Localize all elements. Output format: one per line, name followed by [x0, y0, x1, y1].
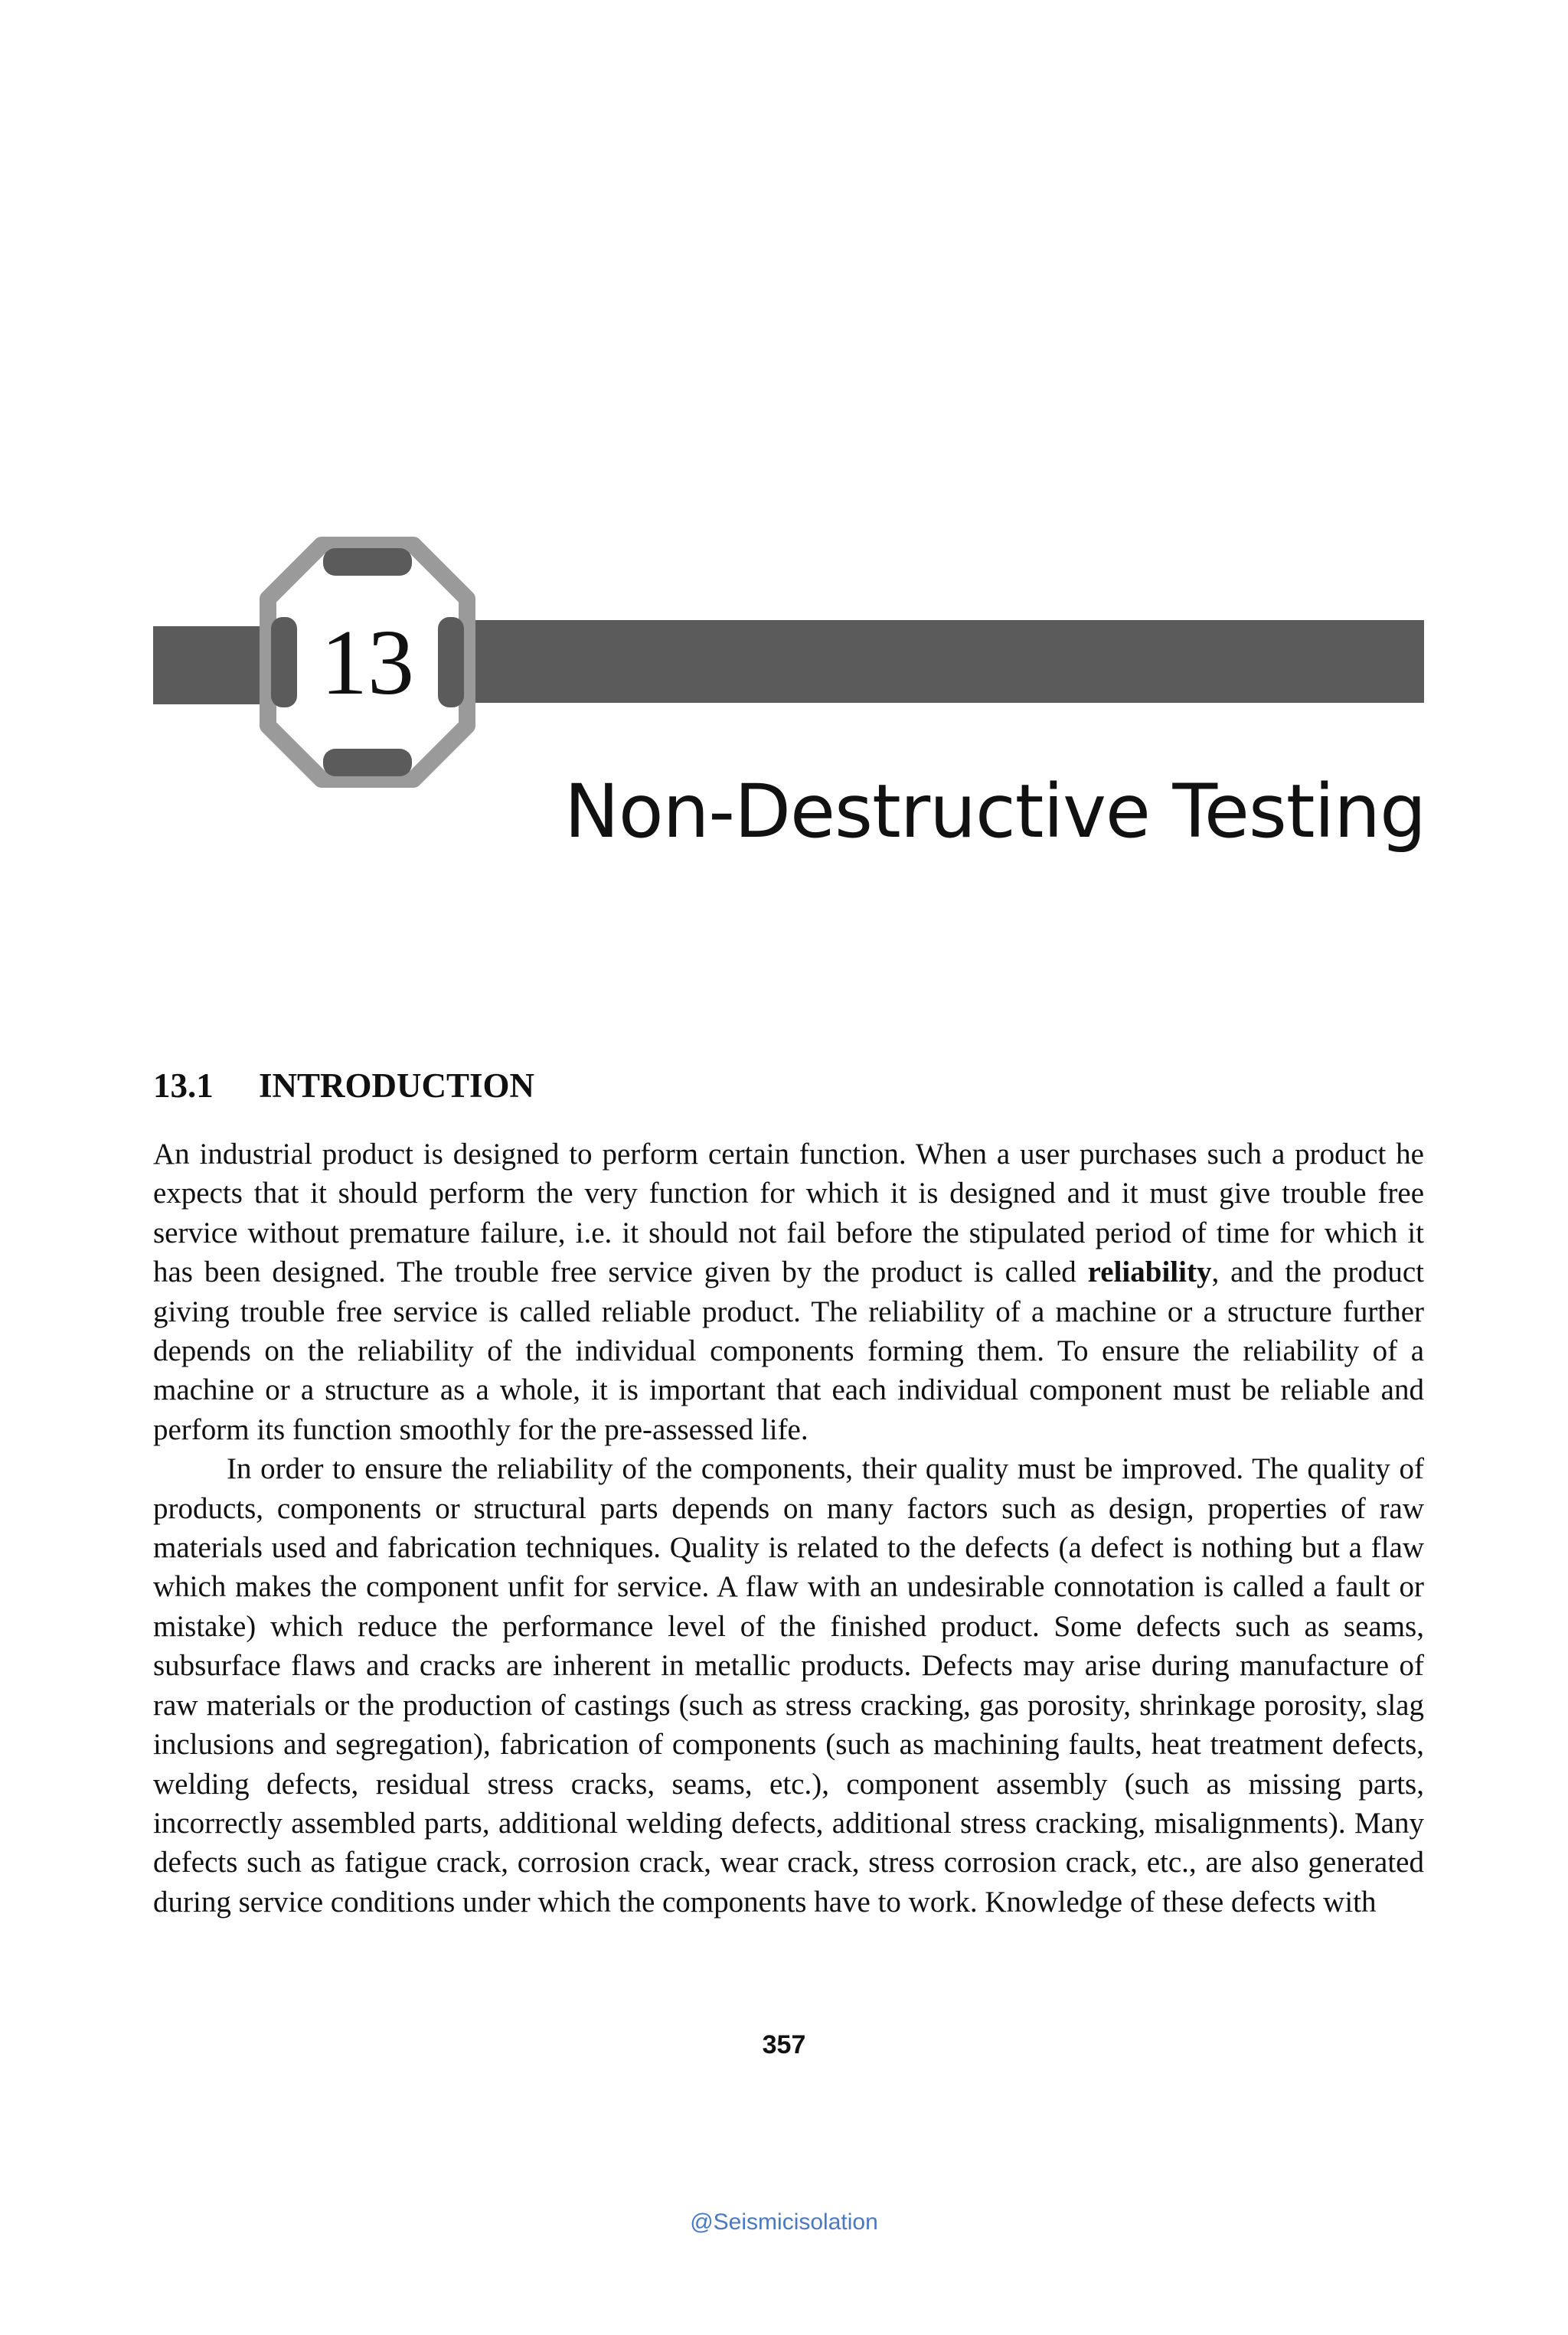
chapter-title: Non-Destructive Testing	[564, 769, 1426, 854]
badge-segment-right	[438, 617, 464, 707]
badge-segment-top	[323, 548, 412, 576]
paragraph-1	[153, 1135, 1424, 1449]
chapter-banner-graphic	[0, 0, 1568, 857]
chapter-number: 13	[321, 611, 414, 714]
reliability-term: reliability	[1087, 1256, 1212, 1289]
chapter-banner	[0, 0, 1568, 857]
paragraph-1-text-a: An industrial product is designed to perform certain function. When a user purchases such a product he expects that it should perform the very function for which it is designed and it must give trouble free service without premature failure, i.e. it should not fail before the stipulated period of time for which it has been designed. The trouble free service given by the product is called	[153, 1138, 1424, 1289]
paragraph-2: In order to ensure the reliability of the components, their quality must be improved. The quality of products, components or structural parts depends on many factors such as design, properties of raw materials used and fabrication techniques. Quality is related to the defects (a defect is nothing but a flaw which makes the component unfit for service. A flaw with an undesirable connotation is called a fault or mistake) which reduce the performance level of the finished product. Some defects such as seams, subsurface flaws and cracks are inherent in metallic products. Defects may arise during manufacture of raw materials or the production of castings (such as stress cracking, gas porosity, shrinkage porosity, slag inclusions and segregation), fabrication of components (such as machining faults, heat treatment defects, welding defects, residual stress cracks, seams, etc.), component assembly (such as missing parts, incorrectly assembled parts, additional welding defects, additional stress cracking, misalignments). Many defects such as fatigue crack, corrosion crack, wear crack, stress corrosion crack, etc., are also generated during service conditions under which the components have to work. Knowledge of these defects with	[153, 1452, 1424, 1919]
paragraph-1-text-b: , and the product giving trouble free service is called reliable product. The reliability of a machine or a structure further depends on the reliability of the individual components forming them. To ensure the reliability of a machine or a structure as a whole, it is important that each individual component must be reliable and perform its function smoothly for the pre-assessed life.	[153, 1256, 1424, 1446]
watermark: @Seismicisolation	[690, 2209, 878, 2235]
badge-segment-bottom	[323, 749, 412, 776]
section-number: 13.1	[153, 1066, 214, 1105]
section-title: INTRODUCTION	[259, 1066, 535, 1105]
banner-bar-right	[443, 620, 1424, 703]
badge-segment-left	[271, 617, 297, 707]
page-number: 357	[762, 2030, 806, 2059]
section-heading	[153, 1066, 534, 1105]
body-text	[153, 1135, 1424, 1922]
